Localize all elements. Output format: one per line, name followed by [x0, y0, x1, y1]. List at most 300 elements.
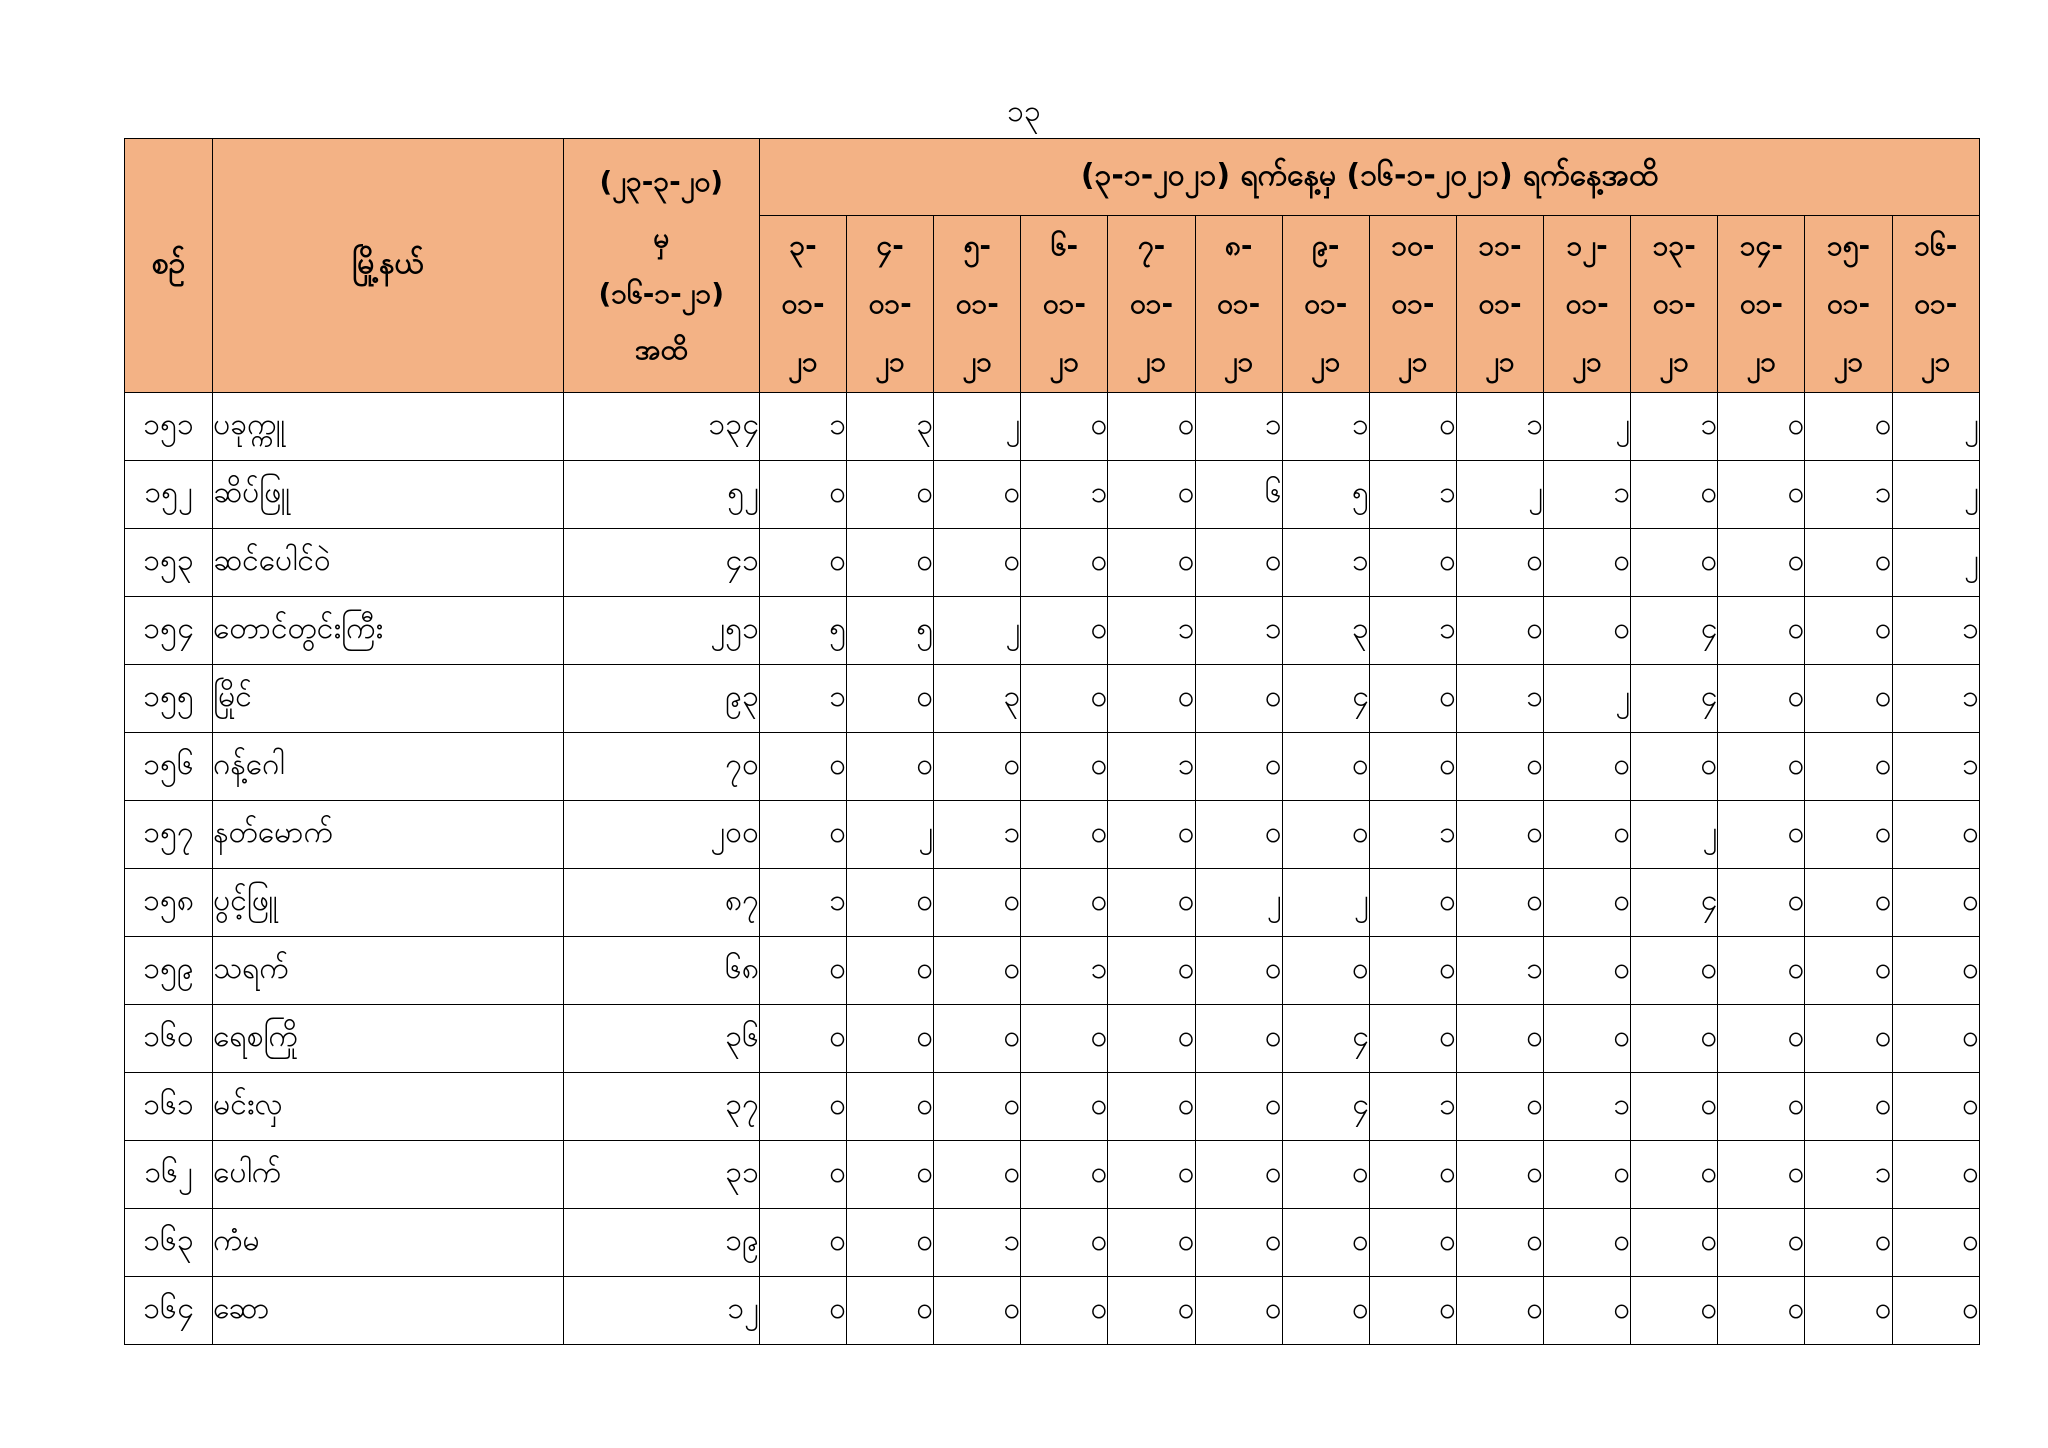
day-count-cell: ၀ [1369, 665, 1456, 733]
day-count-cell: ၀ [1021, 1073, 1108, 1141]
day-count-cell: ၀ [1108, 393, 1195, 461]
date-header-part: ၁၄- [1739, 229, 1783, 262]
serial-cell: ၁၅၇ [125, 801, 213, 869]
day-count-cell: ၀ [934, 733, 1021, 801]
day-count-cell: ၀ [1718, 869, 1805, 937]
day-count-cell: ၀ [1108, 1209, 1195, 1277]
day-count-cell: ၀ [1805, 393, 1892, 461]
total-cell: ၅၂ [563, 461, 759, 529]
day-count-cell: ၀ [1631, 461, 1718, 529]
date-header [1456, 216, 1543, 393]
date-header-part: ၂၁ [1136, 345, 1167, 378]
day-count-cell: ၀ [1718, 1209, 1805, 1277]
date-header [759, 216, 846, 393]
day-count-cell: ၀ [1108, 1141, 1195, 1209]
total-header-line: (၁၆-၁-၂၁) [598, 276, 725, 310]
serial-cell: ၁၅၆ [125, 733, 213, 801]
date-header-part: ၉- [1312, 229, 1340, 262]
township-cell: နတ်မောက် [213, 801, 564, 869]
day-count-cell: ၀ [847, 461, 934, 529]
day-count-cell: ၅ [1282, 461, 1369, 529]
day-count-cell: ၀ [1021, 597, 1108, 665]
date-header-part: ၀၁- [1042, 287, 1086, 320]
serial-cell: ၁၆၄ [125, 1277, 213, 1345]
day-count-cell: ၀ [1456, 1073, 1543, 1141]
day-count-cell: ၀ [1195, 529, 1282, 597]
day-count-cell: ၀ [934, 869, 1021, 937]
township-cell: ဆိပ်ဖြူ [213, 461, 564, 529]
day-count-cell: ၀ [1195, 937, 1282, 1005]
table-row [125, 1277, 1980, 1345]
day-count-cell: ၂ [1892, 461, 1979, 529]
day-count-cell: ၀ [1021, 1277, 1108, 1345]
date-header-part: ၂၁ [962, 345, 993, 378]
township-cell: တောင်တွင်းကြီး [213, 597, 564, 665]
day-count-cell: ၁ [1544, 461, 1631, 529]
day-count-cell: ၀ [1021, 1005, 1108, 1073]
day-count-cell: ၂ [1282, 869, 1369, 937]
day-count-cell: ၀ [1369, 1277, 1456, 1345]
day-count-cell: ၀ [847, 529, 934, 597]
total-cell: ၂၀၀ [563, 801, 759, 869]
date-header-part: ၀၁- [1304, 287, 1348, 320]
serial-header: စဉ် [125, 139, 213, 393]
day-count-cell: ၀ [1631, 1073, 1718, 1141]
date-header-part: ၁၂- [1566, 229, 1608, 262]
day-count-cell: ၀ [1718, 461, 1805, 529]
township-cell: ကံမ [213, 1209, 564, 1277]
day-count-cell: ၀ [1021, 801, 1108, 869]
day-count-cell: ၀ [934, 937, 1021, 1005]
serial-cell: ၁၆၀ [125, 1005, 213, 1073]
day-count-cell: ၀ [1805, 869, 1892, 937]
date-header-part: ၂၁ [875, 345, 905, 378]
day-count-cell: ၁ [1021, 937, 1108, 1005]
day-count-cell: ၀ [1718, 597, 1805, 665]
day-count-cell: ၀ [1021, 393, 1108, 461]
day-count-cell: ၁ [1282, 393, 1369, 461]
total-cell: ၄၁ [563, 529, 759, 597]
table-row [125, 1141, 1980, 1209]
township-cell: ဂန့်ဂေါ [213, 733, 564, 801]
table-row [125, 1005, 1980, 1073]
day-count-cell: ၀ [759, 1005, 846, 1073]
day-count-cell: ၁ [1805, 1141, 1892, 1209]
day-count-cell: ၁ [1021, 461, 1108, 529]
table-row [125, 461, 1980, 529]
day-count-cell: ၀ [1282, 1277, 1369, 1345]
day-count-cell: ၁ [1195, 597, 1282, 665]
day-count-cell: ၀ [1195, 1209, 1282, 1277]
date-header-part: ၀၁- [1478, 287, 1522, 320]
township-cell: မင်းလှ [213, 1073, 564, 1141]
day-count-cell: ၀ [1805, 597, 1892, 665]
date-header [1805, 216, 1892, 393]
day-count-cell: ၀ [1892, 801, 1979, 869]
date-header-part: ၂၁ [1049, 345, 1080, 378]
date-header-part: ၀၁- [1391, 287, 1435, 320]
date-header [1892, 216, 1979, 393]
day-count-cell: ၂ [934, 393, 1021, 461]
day-count-cell: ၂ [1544, 665, 1631, 733]
day-count-cell: ၀ [1108, 937, 1195, 1005]
total-cell: ၃၇ [563, 1073, 759, 1141]
day-count-cell: ၀ [1195, 1073, 1282, 1141]
date-header-part: ၀၁- [1217, 287, 1261, 320]
day-count-cell: ၂ [1631, 801, 1718, 869]
table-row [125, 529, 1980, 597]
day-count-cell: ၀ [1718, 1141, 1805, 1209]
day-count-cell: ၀ [934, 1141, 1021, 1209]
date-header-part: ၂၁ [1223, 345, 1254, 378]
day-count-cell: ၀ [847, 1073, 934, 1141]
day-count-cell: ၀ [1456, 869, 1543, 937]
date-header-part: ၁၃- [1652, 229, 1696, 262]
day-count-cell: ၀ [1282, 1209, 1369, 1277]
total-cell: ၃၆ [563, 1005, 759, 1073]
day-count-cell: ၀ [1021, 529, 1108, 597]
day-count-cell: ၀ [1021, 665, 1108, 733]
day-count-cell: ၀ [1892, 1073, 1979, 1141]
day-count-cell: ၀ [1456, 733, 1543, 801]
serial-cell: ၁၅၄ [125, 597, 213, 665]
day-count-cell: ၀ [1108, 461, 1195, 529]
day-count-cell: ၀ [1544, 1209, 1631, 1277]
day-count-cell: ၀ [1456, 1005, 1543, 1073]
day-count-cell: ၀ [1195, 665, 1282, 733]
day-count-cell: ၁ [1805, 461, 1892, 529]
day-count-cell: ၁ [1282, 529, 1369, 597]
date-header [1544, 216, 1631, 393]
day-count-cell: ၀ [759, 461, 846, 529]
day-count-cell: ၀ [1892, 1277, 1979, 1345]
township-cell: ဆော [213, 1277, 564, 1345]
township-cell: ရေစကြို [213, 1005, 564, 1073]
day-count-cell: ၀ [1631, 937, 1718, 1005]
date-header-part: ၈- [1224, 229, 1253, 262]
day-count-cell: ၀ [1631, 1141, 1718, 1209]
day-count-cell: ၀ [1369, 1141, 1456, 1209]
day-count-cell: ၀ [934, 1005, 1021, 1073]
date-header-part: ၂၁ [1311, 345, 1341, 378]
date-header [1631, 216, 1718, 393]
serial-cell: ၁၅၁ [125, 393, 213, 461]
date-header-part: ၂၁ [1572, 345, 1602, 378]
day-count-cell: ၀ [847, 937, 934, 1005]
table-row [125, 597, 1980, 665]
day-count-cell: ၀ [1021, 733, 1108, 801]
day-count-cell: ၀ [1892, 1209, 1979, 1277]
day-count-cell: ၁ [934, 1209, 1021, 1277]
page-number: ၁၃ [1007, 94, 1041, 129]
date-header-part: ၀၁- [1914, 287, 1958, 320]
day-count-cell: ၁ [1456, 393, 1543, 461]
day-count-cell: ၀ [759, 937, 846, 1005]
day-count-cell: ၂ [1544, 393, 1631, 461]
table-row [125, 1073, 1980, 1141]
day-count-cell: ၀ [1805, 1005, 1892, 1073]
day-count-cell: ၀ [1108, 869, 1195, 937]
date-header [1021, 216, 1108, 393]
day-count-cell: ၁ [1195, 393, 1282, 461]
date-header-part: ၁၁- [1478, 229, 1522, 262]
day-count-cell: ၀ [1544, 733, 1631, 801]
date-header [1195, 216, 1282, 393]
day-count-cell: ၀ [1456, 597, 1543, 665]
day-count-cell: ၀ [1631, 1277, 1718, 1345]
township-cell: ပခုက္ကူ [213, 393, 564, 461]
date-header-part: ၅- [963, 229, 991, 262]
day-count-cell: ၄ [1282, 1005, 1369, 1073]
day-count-cell: ၀ [1021, 1141, 1108, 1209]
day-count-cell: ၀ [1195, 733, 1282, 801]
date-header-part: ၆- [1050, 229, 1079, 262]
day-count-cell: ၀ [847, 733, 934, 801]
day-count-cell: ၃ [1282, 597, 1369, 665]
table-row [125, 869, 1980, 937]
day-count-cell: ၀ [847, 1005, 934, 1073]
date-header-part: ၁၅- [1826, 229, 1871, 262]
day-count-cell: ၀ [1195, 1005, 1282, 1073]
day-count-cell: ၀ [759, 529, 846, 597]
date-header [934, 216, 1021, 393]
day-count-cell: ၀ [759, 1141, 846, 1209]
day-count-cell: ၀ [1369, 937, 1456, 1005]
date-header [1718, 216, 1805, 393]
day-count-cell: ၀ [1369, 733, 1456, 801]
day-count-cell: ၁ [759, 393, 846, 461]
table-row [125, 801, 1980, 869]
day-count-cell: ၀ [1718, 393, 1805, 461]
serial-cell: ၁၅၉ [125, 937, 213, 1005]
day-count-cell: ၀ [1631, 529, 1718, 597]
day-count-cell: ၀ [1108, 1005, 1195, 1073]
table-body [125, 393, 1980, 1345]
table-row [125, 733, 1980, 801]
day-count-cell: ၃ [934, 665, 1021, 733]
township-header: မြို့နယ် [213, 139, 564, 393]
township-cell: သရက် [213, 937, 564, 1005]
date-header-part: ၃- [789, 229, 817, 262]
serial-cell: ၁၆၂ [125, 1141, 213, 1209]
day-count-cell: ၁ [1892, 665, 1979, 733]
day-count-cell: ၀ [1108, 665, 1195, 733]
day-count-cell: ၂ [1456, 461, 1543, 529]
day-count-cell: ၀ [1805, 937, 1892, 1005]
day-count-cell: ၀ [1892, 937, 1979, 1005]
day-count-cell: ၁ [1456, 937, 1543, 1005]
total-cell: ၇၀ [563, 733, 759, 801]
total-cell: ၃၁ [563, 1141, 759, 1209]
township-cell: မြိုင် [213, 665, 564, 733]
date-header-part: ၂၁ [1833, 345, 1864, 378]
day-count-cell: ၀ [1805, 1277, 1892, 1345]
township-cell: ပေါက် [213, 1141, 564, 1209]
day-count-cell: ၀ [847, 1277, 934, 1345]
day-count-cell: ၀ [1718, 1073, 1805, 1141]
date-header-part: ၇- [1137, 229, 1166, 262]
day-count-cell: ၀ [1456, 529, 1543, 597]
date-header [1369, 216, 1456, 393]
day-count-cell: ၀ [1718, 1005, 1805, 1073]
day-count-cell: ၀ [1892, 869, 1979, 937]
day-count-cell: ၀ [1108, 801, 1195, 869]
day-count-cell: ၀ [1456, 801, 1543, 869]
day-count-cell: ၀ [1369, 1209, 1456, 1277]
day-count-cell: ၀ [1544, 801, 1631, 869]
day-count-cell: ၀ [934, 1073, 1021, 1141]
day-count-cell: ၀ [1369, 1005, 1456, 1073]
total-cell: ၂၅၁ [563, 597, 759, 665]
serial-cell: ၁၅၃ [125, 529, 213, 597]
day-count-cell: ၀ [1544, 529, 1631, 597]
day-count-cell: ၀ [1282, 733, 1369, 801]
day-count-cell: ၀ [1631, 1209, 1718, 1277]
day-count-cell: ၀ [1892, 1005, 1979, 1073]
day-count-cell: ၂ [1892, 529, 1979, 597]
day-count-cell: ၁ [1456, 665, 1543, 733]
date-range-header: (၃-၁-၂၀၂၁) ရက်နေ့မှ (၁၆-၁-၂၀၂၁) ရက်နေ့အထိ [759, 139, 1979, 216]
cumulative-total-header [563, 139, 759, 393]
day-count-cell: ၁ [1369, 1073, 1456, 1141]
day-count-cell: ၀ [759, 1277, 846, 1345]
date-header-part: ၀၁- [1826, 287, 1871, 320]
day-count-cell: ၁ [1892, 733, 1979, 801]
date-header-part: ၀၁- [868, 287, 912, 320]
day-count-cell: ၁ [1369, 801, 1456, 869]
day-count-cell: ၀ [1805, 1073, 1892, 1141]
day-count-cell: ၀ [759, 1073, 846, 1141]
day-count-cell: ၀ [1805, 1209, 1892, 1277]
date-header-part: ၂၁ [1485, 345, 1515, 378]
total-cell: ၁၃၄ [563, 393, 759, 461]
day-count-cell: ၆ [1195, 461, 1282, 529]
serial-cell: ၁၆၃ [125, 1209, 213, 1277]
date-header-part: ၄- [876, 229, 904, 262]
day-count-cell: ၀ [759, 801, 846, 869]
day-count-cell: ၀ [1544, 597, 1631, 665]
total-cell: ၈၇ [563, 869, 759, 937]
date-header-part: ၂၁ [1398, 345, 1428, 378]
day-count-cell: ၂ [1892, 393, 1979, 461]
day-count-cell: ၀ [1282, 937, 1369, 1005]
date-header-part: ၂၁ [1746, 345, 1777, 378]
day-count-cell: ၁ [1108, 733, 1195, 801]
date-header-part: ၂၁ [1921, 345, 1951, 378]
serial-cell: ၁၆၁ [125, 1073, 213, 1141]
day-count-cell: ၀ [1456, 1209, 1543, 1277]
day-count-cell: ၀ [759, 733, 846, 801]
table-row [125, 393, 1980, 461]
day-count-cell: ၁ [1369, 461, 1456, 529]
day-count-cell: ၁ [1369, 597, 1456, 665]
serial-cell: ၁၅၈ [125, 869, 213, 937]
day-count-cell: ၀ [1369, 869, 1456, 937]
day-count-cell: ၀ [1108, 529, 1195, 597]
day-count-cell: ၀ [1805, 529, 1892, 597]
day-count-cell: ၀ [847, 665, 934, 733]
day-count-cell: ၀ [1805, 801, 1892, 869]
day-count-cell: ၄ [1631, 869, 1718, 937]
day-count-cell: ၀ [1544, 937, 1631, 1005]
day-count-cell: ၁ [759, 665, 846, 733]
total-cell: ၆၈ [563, 937, 759, 1005]
table-row [125, 937, 1980, 1005]
serial-cell: ၁၅၂ [125, 461, 213, 529]
day-count-cell: ၀ [934, 529, 1021, 597]
serial-cell: ၁၅၅ [125, 665, 213, 733]
day-count-cell: ၂ [847, 801, 934, 869]
day-count-cell: ၀ [1021, 869, 1108, 937]
day-count-cell: ၂ [934, 597, 1021, 665]
day-count-cell: ၀ [1369, 529, 1456, 597]
day-count-cell: ၀ [1718, 665, 1805, 733]
total-header-line: အထိ [634, 332, 688, 366]
total-cell: ၁၉ [563, 1209, 759, 1277]
date-header-part: ၀၁- [781, 287, 825, 320]
day-count-cell: ၀ [1195, 801, 1282, 869]
day-count-cell: ၀ [934, 1277, 1021, 1345]
day-count-cell: ၀ [1718, 801, 1805, 869]
day-count-cell: ၀ [1108, 1277, 1195, 1345]
day-count-cell: ၀ [1892, 1141, 1979, 1209]
day-count-cell: ၀ [1195, 1277, 1282, 1345]
day-count-cell: ၀ [1108, 1073, 1195, 1141]
total-header-line: မှ [653, 220, 670, 254]
date-header [847, 216, 934, 393]
day-count-cell: ၅ [759, 597, 846, 665]
day-count-cell: ၀ [759, 1209, 846, 1277]
date-header-part: ၀၁- [955, 287, 999, 320]
date-header-part: ၀၁- [1565, 287, 1609, 320]
date-header-part: ၁၆- [1914, 229, 1958, 262]
township-case-table [124, 138, 1980, 1345]
date-header [1282, 216, 1369, 393]
date-header-part: ၀၁- [1129, 287, 1174, 320]
day-count-cell: ၀ [1805, 665, 1892, 733]
date-header-part: ၀၁- [1739, 287, 1783, 320]
day-count-cell: ၀ [847, 1209, 934, 1277]
date-header [1108, 216, 1195, 393]
day-count-cell: ၁ [1892, 597, 1979, 665]
date-header-part: ၀၁- [1652, 287, 1696, 320]
township-cell: ဆင်ပေါင်ဝဲ [213, 529, 564, 597]
day-count-cell: ၀ [1631, 1005, 1718, 1073]
day-count-cell: ၀ [1456, 1277, 1543, 1345]
day-count-cell: ၀ [1544, 1141, 1631, 1209]
day-count-cell: ၁ [934, 801, 1021, 869]
day-count-cell: ၀ [1021, 1209, 1108, 1277]
day-count-cell: ၀ [1369, 393, 1456, 461]
day-count-cell: ၀ [1282, 801, 1369, 869]
day-count-cell: ၀ [1282, 1141, 1369, 1209]
day-count-cell: ၀ [934, 461, 1021, 529]
day-count-cell: ၀ [1631, 733, 1718, 801]
day-count-cell: ၁ [1631, 393, 1718, 461]
total-cell: ၁၂ [563, 1277, 759, 1345]
day-count-cell: ၄ [1631, 665, 1718, 733]
day-count-cell: ၄ [1282, 665, 1369, 733]
table-row [125, 1209, 1980, 1277]
header-row-top [125, 139, 1980, 216]
day-count-cell: ၀ [1718, 733, 1805, 801]
day-count-cell: ၀ [847, 869, 934, 937]
date-header-part: ၁၀- [1391, 229, 1435, 262]
day-count-cell: ၄ [1631, 597, 1718, 665]
day-count-cell: ၀ [1805, 733, 1892, 801]
day-count-cell: ၀ [1544, 1277, 1631, 1345]
day-count-cell: ၀ [1544, 869, 1631, 937]
